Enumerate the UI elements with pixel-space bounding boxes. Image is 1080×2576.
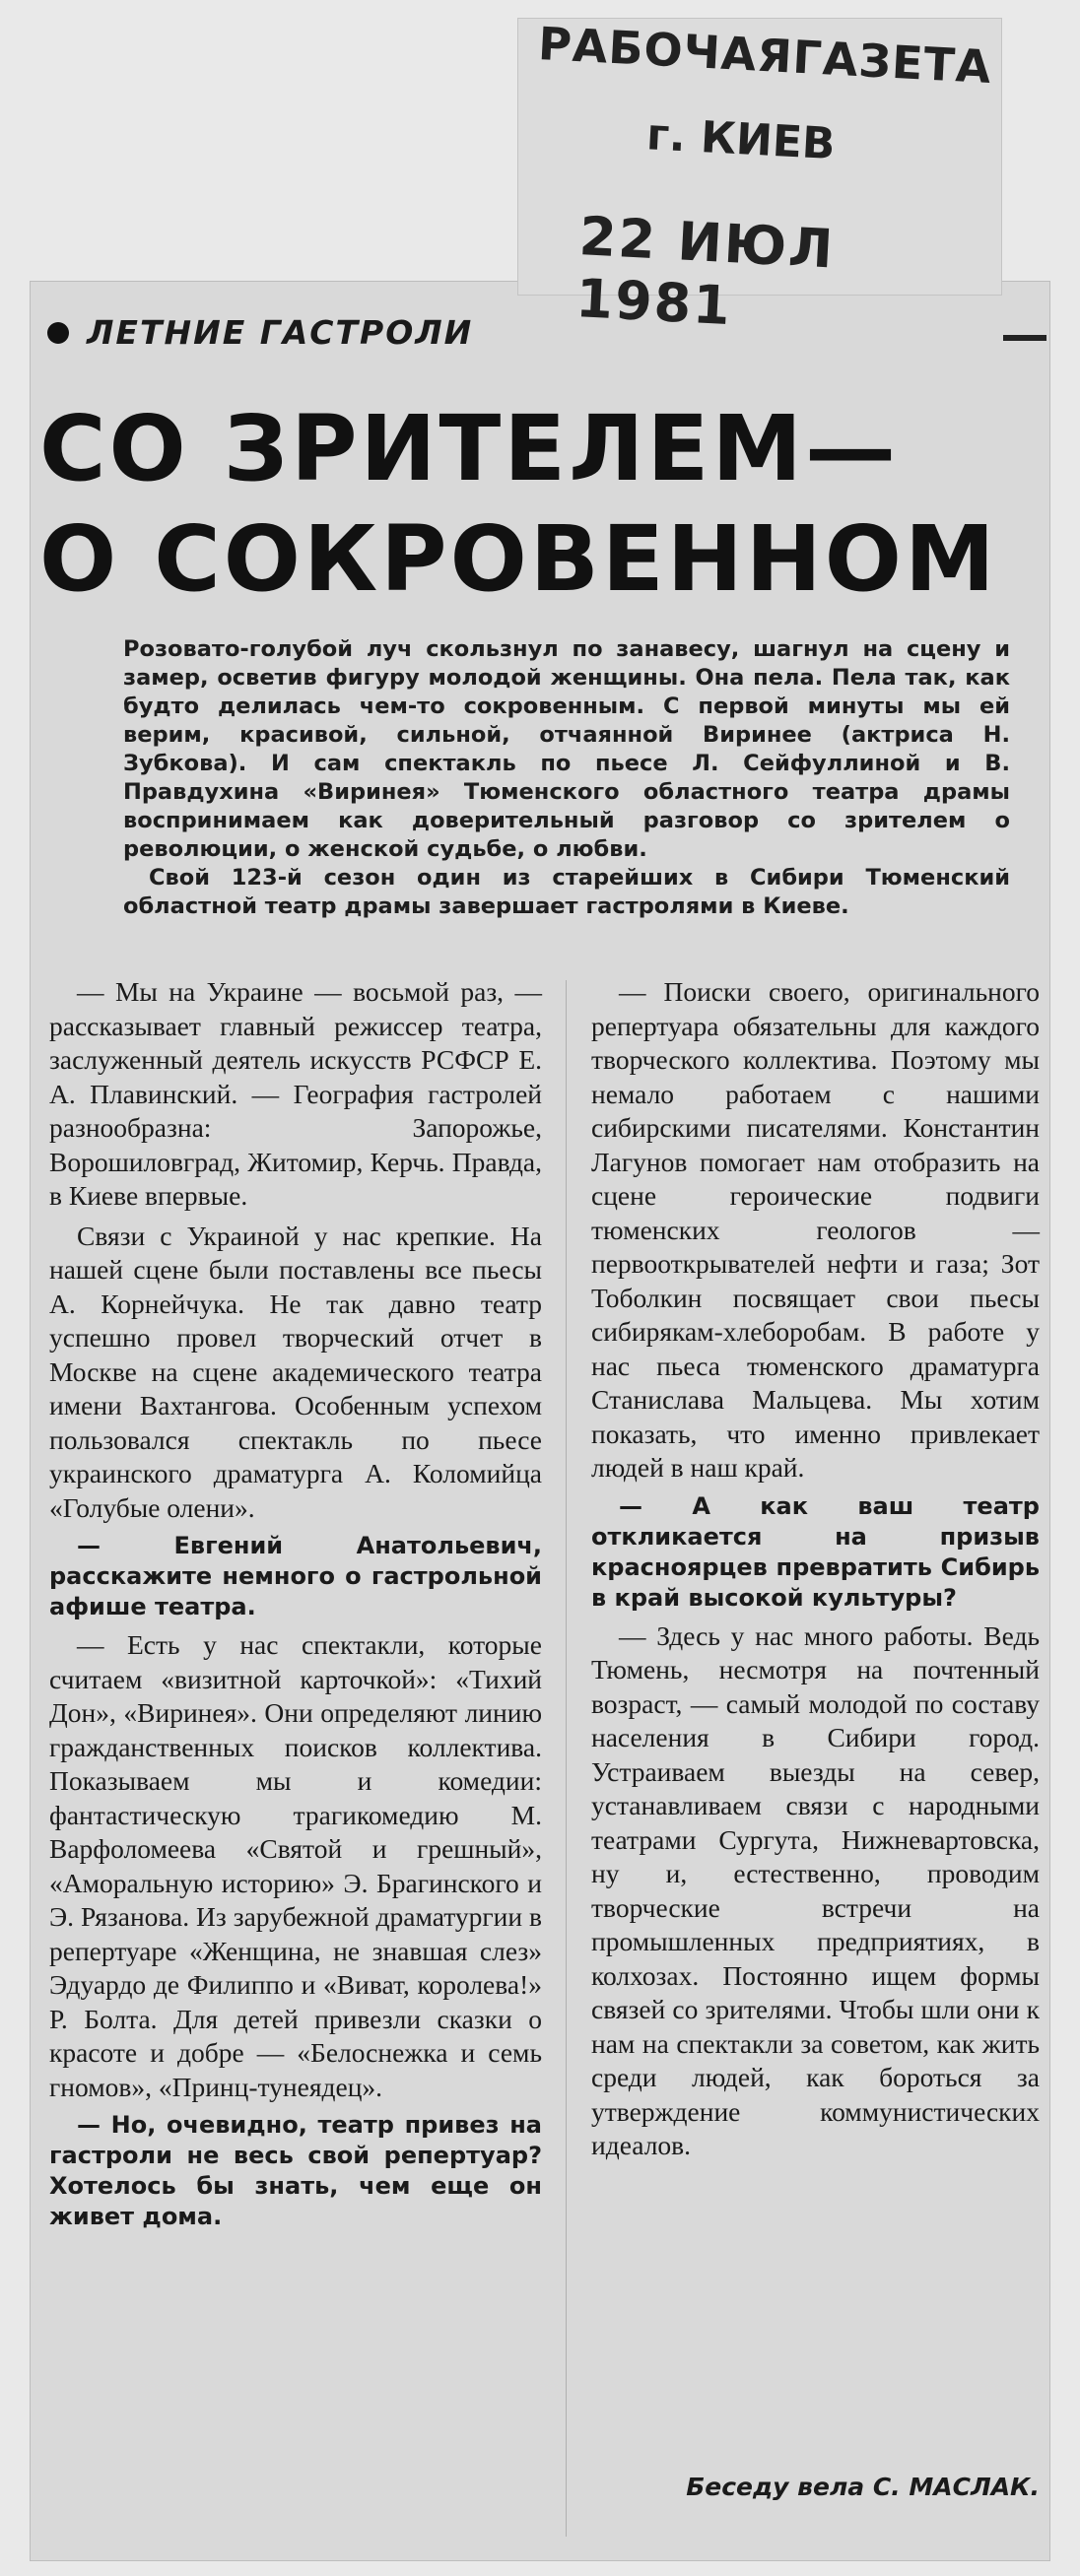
headline-line-1: СО ЗРИТЕЛЕМ— — [39, 396, 899, 501]
byline: Беседу вела С. МАСЛАК. — [686, 2473, 1040, 2501]
left-column — [49, 975, 542, 2238]
lead-paragraph: Розовато-голубой луч скользнул по занавесу, шагнул на сцену и замер, осветив фигуру молодой женщины. Она пела. Пела так, как будто делилась чем-то сокровенным. С первой минуты мы ей верим, красивой, сильной, отчаянной Виринее (актриса Н. Зубкова). И сам спектакль по пьесе Л. Сейфуллиной и В. Правдухина «Виринея» Тюменского областного театра драмы воспринимаем как доверительный разговор со зрителем о революции, о женской судьбе, о любви. — [123, 636, 1010, 862]
stamp-city: г. КИЕВ — [644, 109, 837, 170]
rubric-rule — [1003, 335, 1046, 341]
stamp-date: 22 ИЮЛ 1981 — [574, 205, 837, 338]
interview-question: — Евгений Анатольевич, расскажите немного о гастрольной афише театра. — [49, 1532, 542, 1620]
body-paragraph: — Есть у нас спектакли, которые считаем «визитной карточкой»: «Тихий Дон», «Виринея». Они определяют линию гражданственных поисков коллектива. Показываем мы и комедии: фантастическую трагикомедию М. Варфоломеева «Святой и грешный», «Аморальную историю» Э. Брагинского и Э. Рязанова. Из зарубежной драматургии в репертуаре «Женщина, не знавшая слез» Эдуардо де Филиппо и «Виват, королева!» Р. Болта. Для детей привезли сказки о красоте и добре — «Белоснежка и семь гномов», «Принц-тунеядец». — [49, 1629, 542, 2102]
article-lead — [123, 635, 1010, 921]
interview-question: — Но, очевидно, театр привез на гастроли не весь свой репертуар? Хотелось бы знать, чем еще он живет дома. — [49, 2111, 542, 2230]
column-divider — [566, 980, 567, 2537]
interview-question: — А как ваш театр откликается на призыв красноярцев превратить Сибирь в край высокой культуры? — [591, 1491, 1040, 1612]
body-paragraph: — Поиски своего, оригинального репертуара обязательны для каждого творческого коллектива. Поэтому мы немало работаем с нашими сибирскими писателями. Константин Лагунов помогает нам отобразить на сцене героические подвиги тюменских геологов — первооткрывателей нефти и газа; Зот Тоболкин посвящает свои пьесы сибирякам-хлеборобам. В работе у нас пьеса тюменского драматурга Станислава Мальцева. Мы хотим показать, что именно привлекает людей в наш край. — [591, 976, 1040, 1483]
newspaper-stamp — [517, 16, 1002, 338]
body-paragraph: — Мы на Украине — восьмой раз, — рассказывает главный режиссер театра, заслуженный деятель искусств РСФСР Е. А. Плавинский. — География гастролей разнообразна: Запорожье, Ворошиловград, Житомир, Керчь. Правда, в Киеве впервые. — [49, 976, 542, 1211]
body-paragraph: — Здесь у нас много работы. Ведь Тюмень, несмотря на почтенный возраст, — самый молодой по составу населения в Сибири город. Устраиваем выезды на север, устанавливаем связи с народными театрами Сургута, Нижневартовска, ну и, естественно, проводим творческие встречи на промышленных предприятиях, в колхозах. Постоянно ищем формы связей со зрителями. Чтобы шли они к нам на спектакли за советом, как жить среди людей, как бороться за утверждение коммунистических идеалов. — [591, 1619, 1040, 2160]
lead-paragraph: Свой 123-й сезон один из старейших в Сибири Тюменский областной театр драмы завершает гастролями в Киеве. — [123, 865, 1010, 919]
headline-line-2: О СОКРОВЕННОМ — [39, 506, 998, 612]
article-headline — [39, 394, 1064, 615]
rubric-label: ЛЕТНИЕ ГАСТРОЛИ — [87, 313, 474, 352]
stamp-newspaper-name: РАБОЧАЯГАЗЕТА — [536, 16, 993, 95]
bullet-icon — [47, 322, 69, 344]
right-column — [591, 975, 1040, 2169]
body-paragraph: Связи с Украиной у нас крепкие. На нашей сцене были поставлены все пьесы А. Корнейчука. Не так давно театр успешно провел творческий отчет в Москве на сцене академического театра имени Вахтангова. Особенным успехом пользовался спектакль по пьесе украинского драматурга А. Коломийца «Голубые олени». — [49, 1220, 542, 1523]
rubric — [47, 313, 501, 352]
